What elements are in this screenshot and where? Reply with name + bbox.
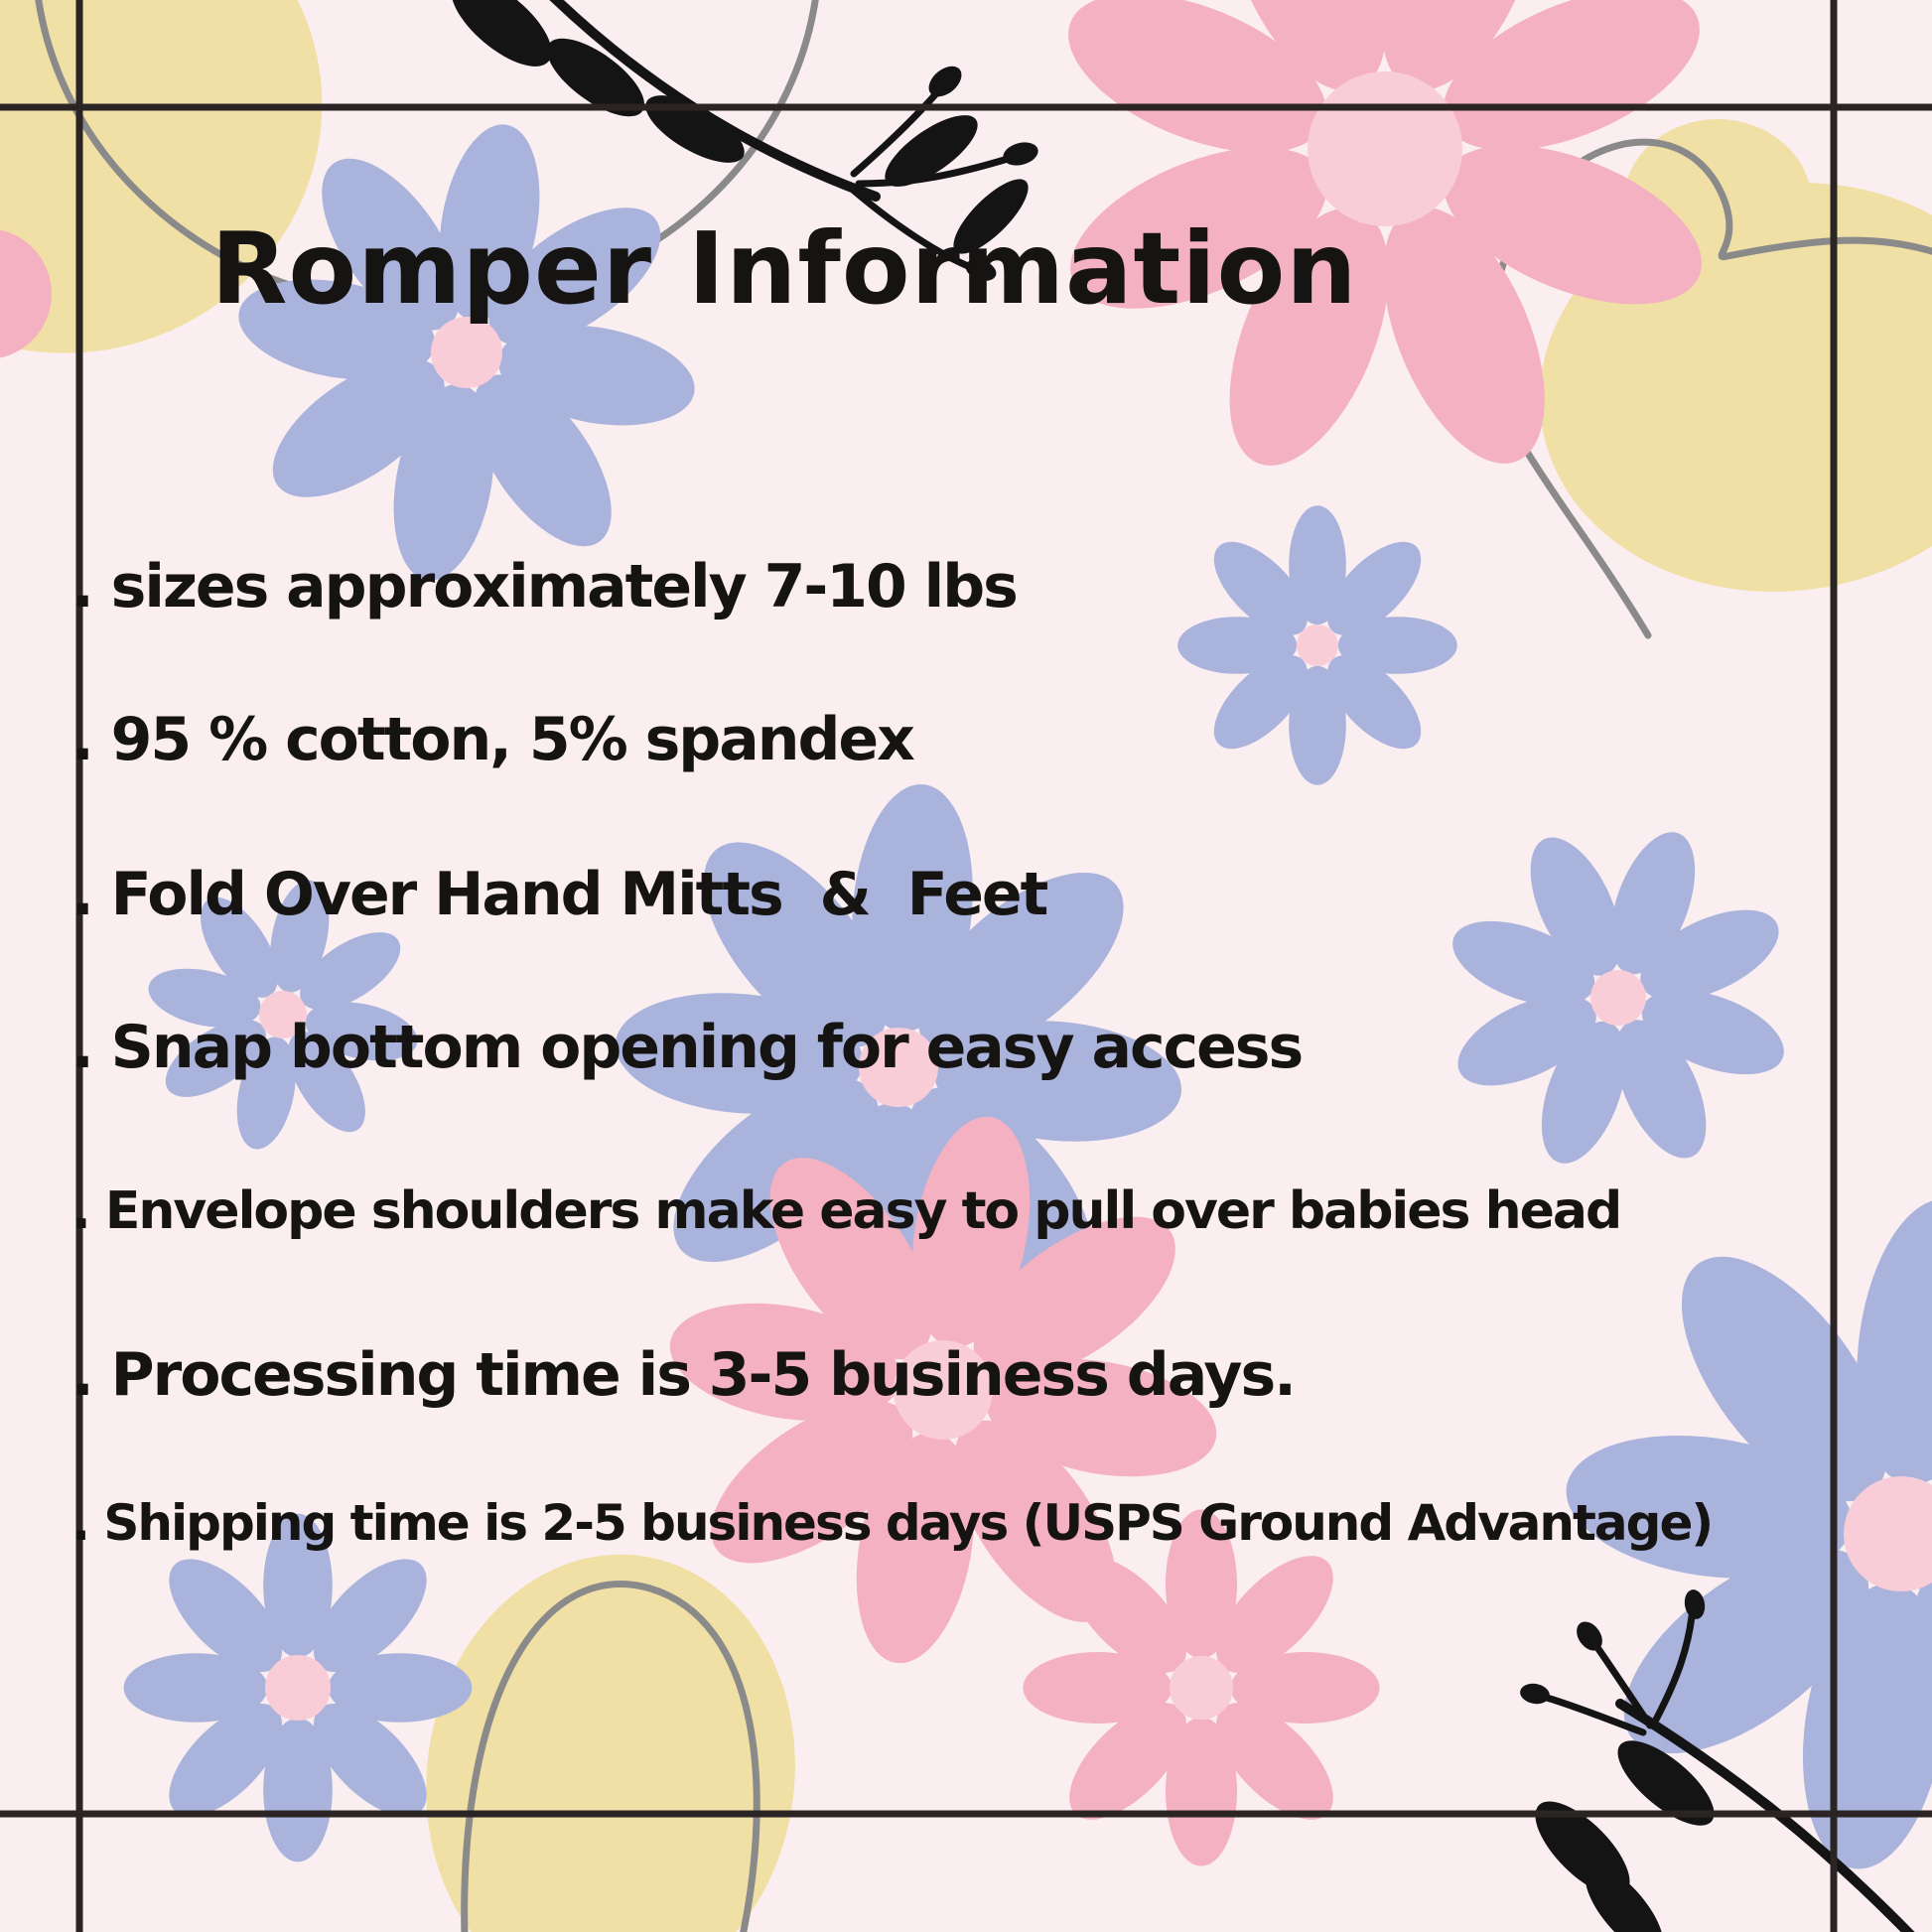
info-line-fabric: . 95 % cotton, 5% spandex xyxy=(71,705,913,774)
info-line-snap: . Snap bottom opening for easy access xyxy=(71,1013,1303,1082)
info-line-shipping: . Shipping time is 2-5 business days (USPS Ground Advantage) xyxy=(71,1494,1713,1552)
page-title: Romper Information xyxy=(210,210,1358,327)
info-line-shoulders: . Envelope shoulders make easy to pull over babies head xyxy=(71,1181,1621,1241)
info-line-sizes: . sizes approximately 7-10 lbs xyxy=(71,552,1017,621)
info-line-mitts: . Fold Over Hand Mitts & Feet xyxy=(71,860,1047,929)
info-line-processing: . Processing time is 3-5 business days. xyxy=(71,1340,1295,1410)
